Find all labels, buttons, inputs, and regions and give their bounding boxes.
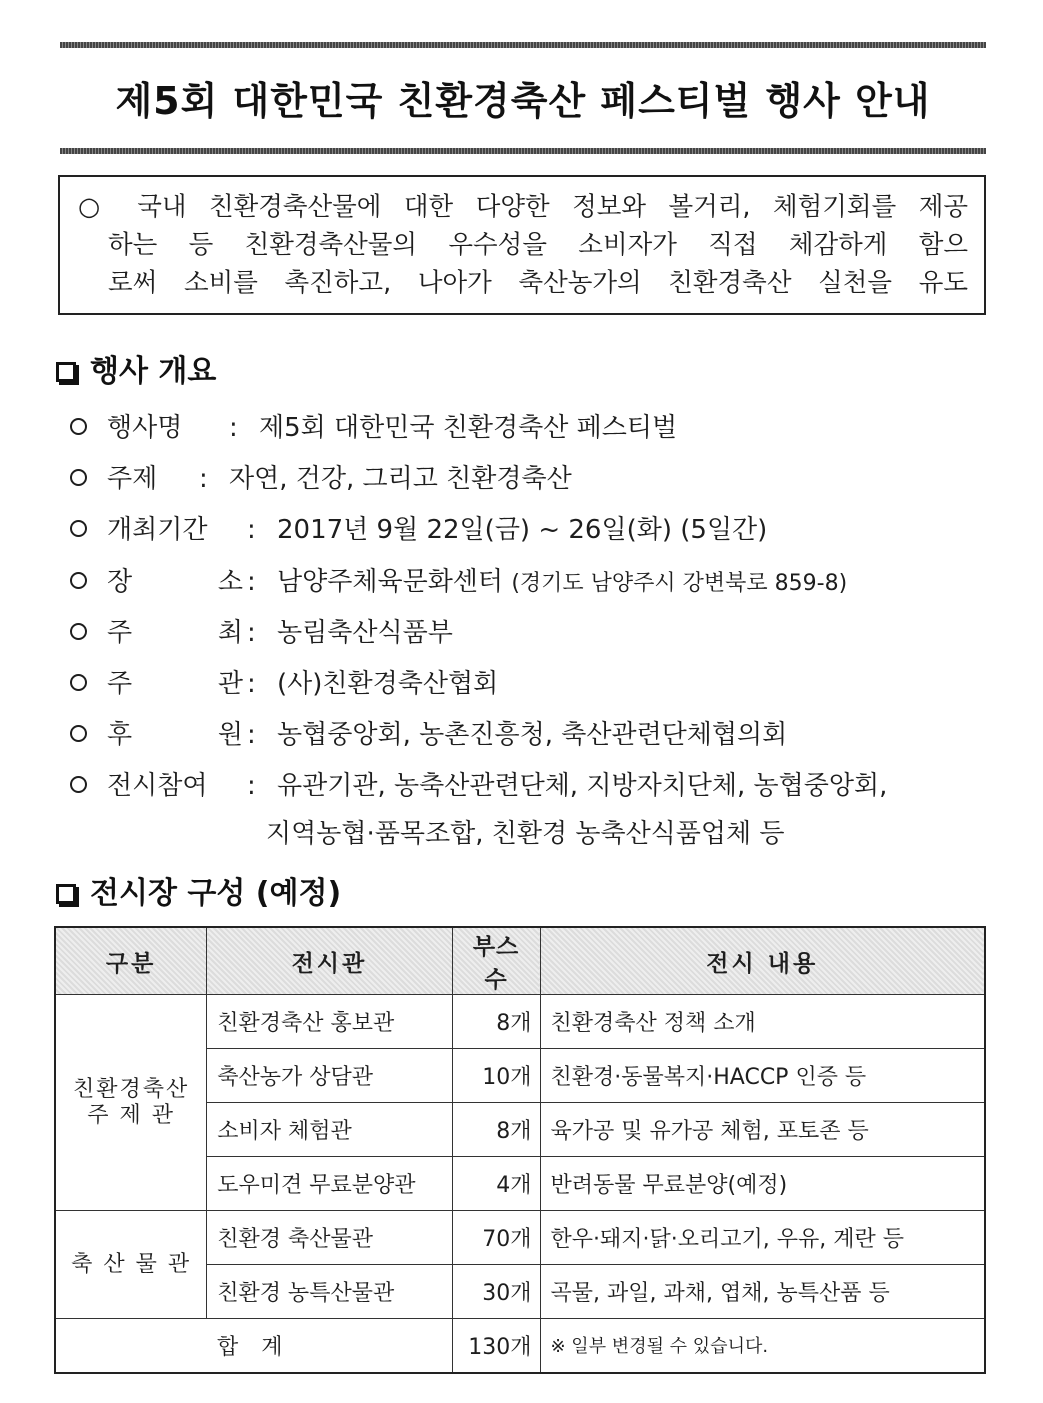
hall-cell: 친환경축산 홍보관 [207, 995, 452, 1049]
header-category: 구분 [55, 927, 207, 995]
booths-cell: 30개 [452, 1265, 540, 1319]
booths-cell: 4개 [452, 1157, 540, 1211]
overview-item-period: 개최기간 : 2017년 9월 22일(금) ~ 26일(화) (5일간) [70, 509, 767, 546]
intro-line-1 [78, 189, 968, 225]
hall-cell: 친환경 축산물관 [207, 1211, 452, 1265]
content-cell: 친환경·동물복지·HACCP 인증 등 [540, 1049, 985, 1103]
section-heading-overview: 행사 개요 [56, 346, 216, 390]
overview-item-theme: 주제 : 자연, 건강, 그리고 친환경축산 [70, 458, 572, 495]
hall-cell: 소비자 체험관 [207, 1103, 452, 1157]
header-booths: 부스수 [452, 927, 540, 995]
header-hall: 전시관 [207, 927, 452, 995]
circle-bullet-icon [70, 469, 87, 486]
section-heading-exhibit: 전시장 구성 (예정) [56, 868, 341, 912]
content-cell: 반려동물 무료분양(예정) [540, 1157, 985, 1211]
content-cell: 곡물, 과일, 과채, 엽채, 농특산품 등 [540, 1265, 985, 1319]
total-booths: 130개 [452, 1319, 540, 1373]
overview-item-participants-cont: 지역농협·품목조합, 친환경 농축산식품업체 등 [266, 819, 785, 849]
hall-cell: 축산농가 상담관 [207, 1049, 452, 1103]
checkbox-square-icon [56, 884, 76, 904]
title-underline [60, 148, 986, 154]
circle-bullet-icon [70, 725, 87, 742]
header-content: 전시 내용 [540, 927, 985, 995]
circle-bullet-icon [70, 776, 87, 793]
total-label: 합 계 [55, 1319, 452, 1373]
intro-line-3: 로써 소비를 촉진하고, 나아가 축산농가의 친환경축산 실천을 유도 [108, 268, 968, 298]
circle-bullet-icon: ○ [78, 192, 115, 222]
circle-bullet-icon [70, 674, 87, 691]
overview-item-venue: 장 소 : 남양주체육문화센터 (경기도 남양주시 강변북로 859-8) [70, 561, 847, 598]
exhibit-table [54, 926, 986, 1374]
total-note: ※ 일부 변경될 수 있습니다. [540, 1319, 985, 1373]
top-rule [60, 42, 986, 48]
overview-item-sponsor: 후 원 : 농협중앙회, 농촌진흥청, 축산관련단체협의회 [70, 714, 787, 751]
content-cell: 친환경축산 정책 소개 [540, 995, 985, 1049]
table-header-row [55, 927, 985, 995]
hall-cell: 도우미견 무료분양관 [207, 1157, 452, 1211]
intro-box [58, 175, 986, 315]
category-cell: 친환경축산 주 제 관 [55, 995, 207, 1211]
booths-cell: 8개 [452, 1103, 540, 1157]
content-cell: 한우·돼지·닭·오리고기, 우유, 계란 등 [540, 1211, 985, 1265]
overview-item-participants: 전시참여 : 유관기관, 농축산관련단체, 지방자치단체, 농협중앙회, [70, 765, 887, 802]
intro-line-2: 하는 등 친환경축산물의 우수성을 소비자가 직접 체감하게 함으 [108, 230, 968, 260]
circle-bullet-icon [70, 418, 87, 435]
overview-item-organizer: 주 관 : (사)친환경축산협회 [70, 663, 498, 700]
booths-cell: 8개 [452, 995, 540, 1049]
overview-item-host: 주 최 : 농림축산식품부 [70, 612, 453, 649]
booths-cell: 10개 [452, 1049, 540, 1103]
table-row [55, 1211, 985, 1265]
intro-text: 국내 친환경축산물에 대한 다양한 정보와 볼거리, 체험기회를 제공 [137, 192, 968, 222]
table-row [55, 995, 985, 1049]
category-cell: 축 산 물 관 [55, 1211, 207, 1319]
table-total-row [55, 1319, 985, 1373]
hall-cell: 친환경 농특산물관 [207, 1265, 452, 1319]
content-cell: 육가공 및 유가공 체험, 포토존 등 [540, 1103, 985, 1157]
checkbox-square-icon [56, 362, 76, 382]
overview-item-name: 행사명 : 제5회 대한민국 친환경축산 페스티벌 [70, 407, 677, 444]
circle-bullet-icon [70, 520, 87, 537]
page-title: 제5회 대한민국 친환경축산 페스티벌 행사 안내 [115, 79, 931, 123]
circle-bullet-icon [70, 623, 87, 640]
circle-bullet-icon [70, 572, 87, 589]
booths-cell: 70개 [452, 1211, 540, 1265]
